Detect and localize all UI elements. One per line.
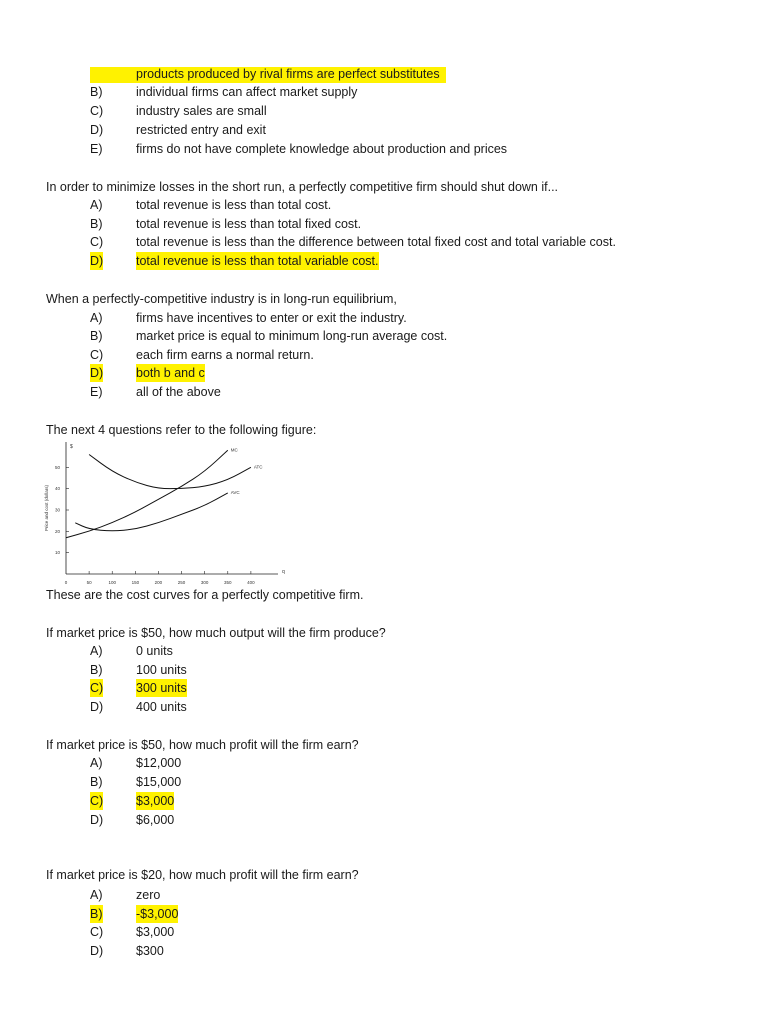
option-row xyxy=(0,679,768,697)
curve-label-mc: MC xyxy=(230,447,238,453)
curve-avc xyxy=(75,493,228,531)
x-tick-label: 0 xyxy=(64,580,68,585)
option-text: 0 units xyxy=(136,644,173,658)
x-tick-label: 200 xyxy=(154,580,163,585)
question-text: If market price is $20, how much profit will the firm earn? xyxy=(46,868,359,882)
option-text: restricted entry and exit xyxy=(136,123,266,137)
option-text: products produced by rival firms are perfect substitutes xyxy=(136,67,440,81)
option-text: $6,000 xyxy=(136,813,175,827)
option-letter: C) xyxy=(90,104,104,118)
option-text: firms have incentives to enter or exit the industry. xyxy=(136,311,407,325)
x-tick-label: 100 xyxy=(108,580,116,585)
option-letter: A) xyxy=(90,888,103,902)
option-text: $300 xyxy=(136,944,164,958)
option-letter: D) xyxy=(90,123,104,137)
option-letter: B) xyxy=(90,775,103,789)
y-tick-label: 40 xyxy=(54,486,60,492)
option-row xyxy=(0,65,768,83)
curve-mc xyxy=(66,450,228,537)
option-letter: D) xyxy=(90,254,104,268)
option-text: total revenue is less than total variable cost. xyxy=(136,254,379,268)
x-tick-label: 150 xyxy=(131,580,140,585)
option-letter: D) xyxy=(90,944,104,958)
option-letter: A) xyxy=(90,311,103,325)
option-letter: C) xyxy=(90,348,104,362)
option-row xyxy=(0,698,768,716)
option-row xyxy=(0,886,768,904)
option-row xyxy=(0,923,768,941)
option-text: -$3,000 xyxy=(136,907,179,921)
option-text: zero xyxy=(136,888,161,902)
question-text: If market price is $50, how much profit will the firm earn? xyxy=(46,738,359,752)
option-letter: E) xyxy=(90,385,103,399)
option-row xyxy=(0,642,768,660)
option-text: all of the above xyxy=(136,385,221,399)
option-letter: E) xyxy=(90,142,103,156)
option-text: $12,000 xyxy=(136,756,182,770)
option-row xyxy=(0,233,768,251)
option-text: 100 units xyxy=(136,663,187,677)
option-row xyxy=(0,346,768,364)
option-text: 300 units xyxy=(136,681,187,695)
option-letter: B) xyxy=(90,85,103,99)
curve-atc xyxy=(89,455,251,489)
option-text: total revenue is less than the difference between total fixed cost and total variable cost. xyxy=(136,235,616,249)
option-row xyxy=(0,364,768,382)
option-letter: A) xyxy=(90,644,103,658)
option-row xyxy=(0,196,768,214)
y-unit-label: $ xyxy=(70,444,73,450)
option-letter: B) xyxy=(90,907,103,921)
option-text: $3,000 xyxy=(136,925,175,939)
option-row xyxy=(0,327,768,345)
option-text: both b and c xyxy=(136,366,205,380)
option-row xyxy=(0,773,768,791)
y-axis-label: Price and cost (dollars) xyxy=(44,484,49,532)
figure-intro: The next 4 questions refer to the following figure: xyxy=(46,423,317,437)
option-letter: D) xyxy=(90,366,104,380)
option-letter: C) xyxy=(90,794,104,808)
option-letter: B) xyxy=(90,329,103,343)
option-text: $15,000 xyxy=(136,775,182,789)
option-text: industry sales are small xyxy=(136,104,267,118)
option-text: individual firms can affect market supply xyxy=(136,85,358,99)
option-letter: A) xyxy=(90,756,103,770)
x-axis-label: q xyxy=(282,569,285,575)
option-text: total revenue is less than total fixed cost. xyxy=(136,217,362,231)
option-row xyxy=(0,754,768,772)
cost-curves-chart xyxy=(40,438,290,590)
option-text: $3,000 xyxy=(136,794,175,808)
x-tick-label: 50 xyxy=(86,580,92,585)
option-text: 400 units xyxy=(136,700,187,714)
option-row xyxy=(0,140,768,158)
option-row xyxy=(0,905,768,923)
option-row xyxy=(0,383,768,401)
option-letter: D) xyxy=(90,813,104,827)
x-tick-label: 400 xyxy=(247,580,255,585)
option-letter: B) xyxy=(90,217,103,231)
option-row xyxy=(0,215,768,233)
option-text: firms do not have complete knowledge about production and prices xyxy=(136,142,508,156)
option-letter: C) xyxy=(90,235,104,249)
option-letter: C) xyxy=(90,681,104,695)
option-letter: D) xyxy=(90,700,104,714)
option-row xyxy=(0,942,768,960)
option-text: each firm earns a normal return. xyxy=(136,348,314,362)
x-tick-label: 350 xyxy=(224,580,232,585)
curve-label-avc: AVC xyxy=(230,489,240,495)
option-row xyxy=(0,121,768,139)
y-tick-label: 30 xyxy=(54,507,60,513)
x-tick-label: 250 xyxy=(177,580,186,585)
option-row xyxy=(0,83,768,101)
question-text: If market price is $50, how much output will the firm produce? xyxy=(46,626,386,640)
option-row xyxy=(0,309,768,327)
option-row xyxy=(0,811,768,829)
curve-label-atc: ATC xyxy=(253,464,263,470)
y-tick-label: 20 xyxy=(54,528,60,534)
question-text: When a perfectly-competitive industry is in long-run equilibrium, xyxy=(46,292,397,306)
option-text: total revenue is less than total cost. xyxy=(136,198,332,212)
option-text: market price is equal to minimum long-run average cost. xyxy=(136,329,448,343)
option-row xyxy=(0,792,768,810)
figure-caption: These are the cost curves for a perfectly competitive firm. xyxy=(46,588,364,602)
option-letter: C) xyxy=(90,925,104,939)
option-letter: B) xyxy=(90,663,103,677)
option-row xyxy=(0,102,768,120)
y-tick-label: 50 xyxy=(54,464,60,470)
x-tick-label: 300 xyxy=(200,580,209,585)
option-row xyxy=(0,252,768,270)
option-letter: A) xyxy=(90,198,103,212)
y-tick-label: 10 xyxy=(54,550,60,556)
option-row xyxy=(0,661,768,679)
question-text: In order to minimize losses in the short run, a perfectly competitive firm should shut down if... xyxy=(46,180,559,194)
